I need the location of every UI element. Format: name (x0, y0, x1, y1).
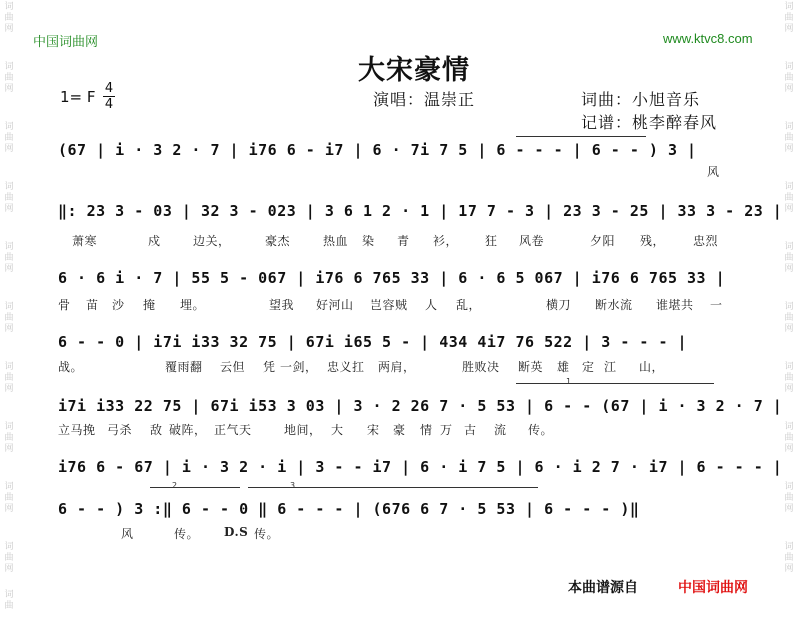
right-watermark-4: 词 曲 网 (784, 182, 794, 214)
lyric-word: 传。 (254, 527, 280, 541)
volta-3-number: 3 (290, 481, 296, 490)
score-line-2: ‖: 23 3 - 03 | 32 3 - 023 | 3 6 1 2 · 1 | 17 7 - 3 | 23 3 - 25 | 33 3 - 23 | (58, 202, 783, 220)
lyric-word: 埋。 (180, 298, 206, 312)
lyric-word: 山， (639, 360, 665, 374)
composer-credit: 词曲：小旭音乐 (581, 90, 701, 109)
lyric-word: 风卷 (519, 234, 545, 248)
lyric-word: 忠义扛 (327, 360, 365, 374)
song-title: 大宋豪情 (358, 55, 470, 86)
lyric-word: 雄 (557, 360, 570, 374)
lyric-word: 横刀 (546, 298, 572, 312)
right-watermark-9: 词 曲 网 (784, 482, 794, 514)
volta-1-bracket (516, 383, 714, 384)
lyric-word: 掩 (143, 298, 156, 312)
left-watermark-7: 词 曲 网 (4, 362, 14, 394)
source-site-link[interactable]: 中国词曲网 (678, 580, 748, 596)
lyric-word: 戍 (148, 234, 161, 248)
lyric-word: 热血 (323, 234, 349, 248)
lyric-word: 弓杀 (107, 423, 133, 437)
lyric-word: 江 (604, 360, 617, 374)
volta-2-number: 2 (172, 481, 178, 490)
left-watermark-2: 词 曲 网 (4, 62, 14, 94)
left-watermark-4: 词 曲 网 (4, 182, 14, 214)
left-watermark-6: 词 曲 网 (4, 302, 14, 334)
left-watermark-10: 词 曲 网 (4, 542, 14, 574)
lyric-word: 衫， (433, 234, 459, 248)
score-line-6: i76 6 - 67 | i · 3 2 · i | 3 - - i7 | 6 · i 7 5 | 6 · i 2 7 · i7 | 6 - - - | (58, 458, 783, 476)
lyric-word: 岂容贼 (370, 298, 408, 312)
score-line-7: 6 - - ) 3 :‖ 6 - - 0 ‖ 6 - - - | (676 6 7 · 5 53 | 6 - - - )‖ (58, 500, 640, 518)
lyric-word: 流 (494, 423, 507, 437)
lyric-word: 破阵， (169, 423, 207, 437)
lyric-word: 断水流 (595, 298, 633, 312)
left-watermark-11: 词 曲 (4, 590, 14, 611)
lyric-word: 一 (710, 298, 723, 312)
tie-line-1 (516, 136, 646, 137)
lyric-word: 豪杰 (265, 234, 291, 248)
lyric-word: 定 (582, 360, 595, 374)
lyric-word: 风 (707, 165, 720, 179)
lyric-word: 两肩， (378, 360, 416, 374)
lyric-word: 苗 (86, 298, 99, 312)
lyric-word: 大 (331, 423, 344, 437)
right-watermark-2: 词 曲 网 (784, 62, 794, 94)
lyric-word: 凭 (263, 360, 276, 374)
lyric-word: 断英 (518, 360, 544, 374)
lyric-word: 望我 (269, 298, 295, 312)
lyric-word: 人 (425, 298, 438, 312)
left-watermark-9: 词 曲 网 (4, 482, 14, 514)
score-line-5: i7i i33 22 75 | 67i i53 3 03 | 3 · 2 26 7 · 5 53 | 6 - - (67 | i · 3 2 · 7 | (58, 397, 783, 415)
lyric-word: D.S (224, 525, 249, 539)
time-signature (103, 82, 115, 111)
key-signature: 1= F (60, 88, 96, 106)
left-watermark-5: 词 曲 网 (4, 242, 14, 274)
right-watermark-7: 词 曲 网 (784, 362, 794, 394)
lyric-word: 立马挽 (58, 423, 96, 437)
transcriber-credit: 记谱：桃李醉春风 (581, 113, 718, 132)
lyric-word: 战。 (58, 360, 84, 374)
left-watermark-3: 词 曲 网 (4, 122, 14, 154)
left-watermark-1: 词 曲 网 (4, 2, 14, 34)
lyric-word: 染 (362, 234, 375, 248)
time-signature-top: 4 (104, 81, 114, 96)
time-signature-bottom: 4 (104, 97, 114, 112)
score-line-4: 6 - - 0 | i7i i33 32 75 | 67i i65 5 - | 434 4i7 76 522 | 3 - - - | (58, 333, 688, 351)
lyric-word: 沙 (112, 298, 125, 312)
site-name-link[interactable]: 中国词曲网 (33, 34, 99, 49)
singer-credit: 演唱：温崇正 (373, 90, 476, 109)
lyric-word: 一剑， (280, 360, 318, 374)
lyric-word: 古 (464, 423, 477, 437)
lyric-word: 忠烈 (693, 234, 719, 248)
lyric-word: 风 (121, 527, 134, 541)
lyric-word: 敌 (150, 423, 163, 437)
lyric-word: 萧寒 (72, 234, 98, 248)
lyric-word: 正气天 (214, 423, 252, 437)
lyric-word: 青 (397, 234, 410, 248)
right-watermark-1: 词 曲 网 (784, 2, 794, 34)
lyric-word: 万 (440, 423, 453, 437)
score-line-3: 6 · 6 i · 7 | 55 5 - 067 | i76 6 765 33 | 6 · 6 5 067 | i76 6 765 33 | (58, 269, 726, 287)
volta-1-number: 1 (566, 377, 572, 386)
right-watermark-10: 词 曲 网 (784, 542, 794, 574)
lyric-word: 夕阳 (590, 234, 616, 248)
right-watermark-8: 词 曲 网 (784, 422, 794, 454)
lyric-word: 云但 (220, 360, 246, 374)
lyric-word: 狂 (485, 234, 498, 248)
score-line-1: (67 | i · 3 2 · 7 | i76 6 - i7 | 6 · 7i 7 5 | 6 - - - | 6 - - ) 3 | (58, 141, 697, 159)
lyric-word: 乱， (456, 298, 482, 312)
volta-2-bracket (150, 487, 240, 488)
lyric-word: 残， (640, 234, 666, 248)
lyric-word: 地间， (284, 423, 322, 437)
left-watermark-8: 词 曲 网 (4, 422, 14, 454)
lyric-word: 宋 (367, 423, 380, 437)
site-url-link[interactable]: www.ktvc8.com (663, 31, 753, 46)
lyric-word: 传。 (528, 423, 554, 437)
lyric-word: 骨 (58, 298, 71, 312)
lyric-word: 覆雨翻 (165, 360, 203, 374)
lyric-word: 传。 (174, 527, 200, 541)
source-label: 本曲谱源自 (568, 580, 638, 596)
lyric-word: 豪 (393, 423, 406, 437)
lyric-word: 好河山 (316, 298, 354, 312)
lyric-word: 边关， (193, 234, 231, 248)
lyric-word: 谁堪共 (656, 298, 694, 312)
right-watermark-3: 词 曲 网 (784, 122, 794, 154)
lyric-word: 胜败决 (462, 360, 500, 374)
right-watermark-5: 词 曲 网 (784, 242, 794, 274)
right-watermark-6: 词 曲 网 (784, 302, 794, 334)
lyric-word: 情 (420, 423, 433, 437)
